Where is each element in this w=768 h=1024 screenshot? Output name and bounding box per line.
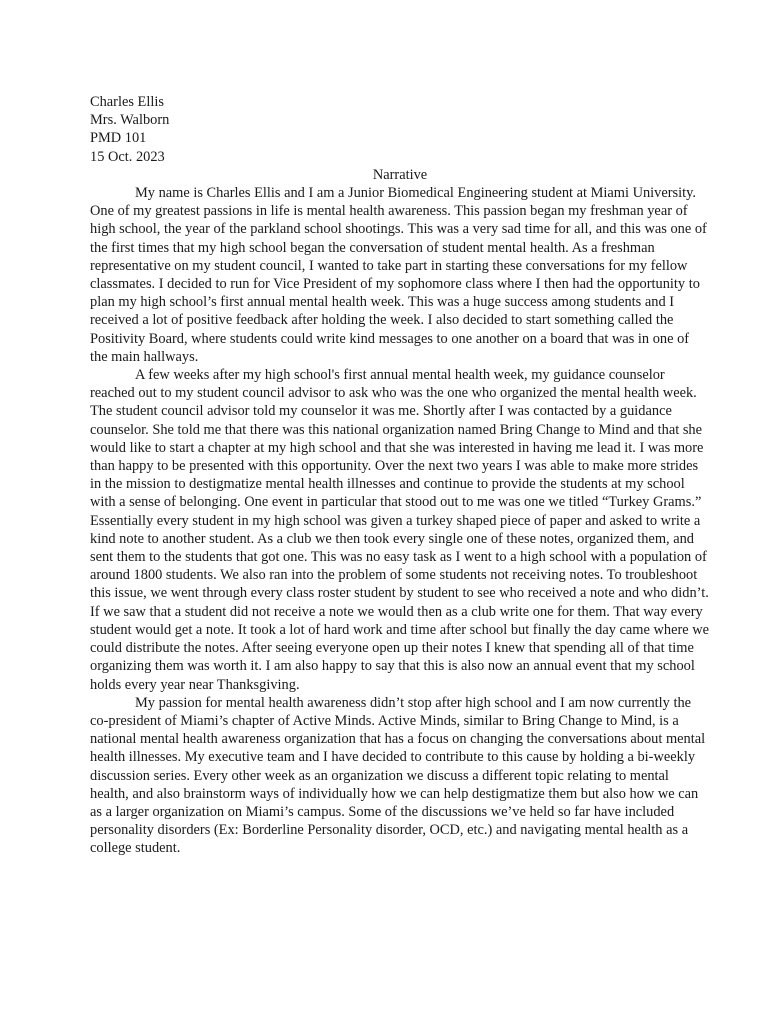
document-page bbox=[90, 93, 710, 858]
document-header bbox=[90, 93, 710, 166]
instructor-name: Mrs. Walborn bbox=[90, 112, 170, 129]
body-paragraph-1: My name is Charles Ellis and I am a Junior Biomedical Engineering student at Miami University. One of my greatest passions in life is mental health awareness. This passion began my freshman year of high school, the year of the parkland school shootings. This was a very sad time for all, and this was one of the first times that my high school began the conversation of student mental health. As a freshman representative on my student council, I wanted to take part in starting these conversations for my fellow classmates. I decided to run for Vice President of my sophomore class where I then had the opportunity to plan my high school’s first annual mental health week. This was a huge success among students and I received a lot of positive feedback after holding the week. I also decided to start something called the Positivity Board, where students could write kind messages to one another on a board that was in one of the main hallways. bbox=[90, 185, 707, 365]
author-name: Charles Ellis bbox=[90, 94, 164, 110]
course-code: PMD 101 bbox=[90, 130, 147, 147]
document-body bbox=[90, 184, 710, 858]
document-date: 15 Oct. 2023 bbox=[90, 148, 165, 165]
body-paragraph-2: A few weeks after my high school's first annual mental health week, my guidance counselor reached out to my student council advisor to ask who was the one who organized the mental health week. The student council advisor told my counselor it was me. Shortly after I was contacted by a guidance counselor. She told me that there was this national organization named Bring Change to Mind and that she would like to start a chapter at my high school and that she was interested in having me lead it. I was more than happy to be presented with this opportunity. Over the next two years I was able to make more strides in the mission to destigmatize mental health illnesses and continue to provide the students at my school with a sense of belonging. One event in particular that stood out to me was one we titled “Turkey Grams.” Essentially every student in my high school was given a turkey shaped piece of paper and asked to write a kind note to another student. As a club we then took every single one of these notes, organized them, and sent them to the students that got one. This was no easy task as I went to a high school with a population of around 1800 students. We also ran into the problem of some students not receiving notes. To troubleshoot this issue, we went through every class roster student by student to see who received a note and who didn’t. If we saw that a student did not receive a note we would then as a club write one for them. That way every student would get a note. It took a lot of hard work and time after school but finally the day came where we could distribute the notes. After seeing everyone open up their notes I knew that spending all of that time organizing them was worth it. I am also happy to say that this is also now an annual event that my school holds every year near Thanksgiving. bbox=[90, 367, 710, 693]
document-title: Narrative bbox=[372, 166, 428, 183]
body-paragraph-3: My passion for mental health awareness didn’t stop after high school and I am now currently the co-president of Miami’s chapter of Active Minds. Active Minds, similar to Bring Change to Mind, is a national mental health awareness organization that has a focus on changing the conversations about mental health illnesses. My executive team and I have decided to contribute to this cause by holding a bi-weekly discussion series. Every other week as an organization we discuss a different topic relating to mental health, and also brainstorm ways of individually how we can help destigmatize them but also how we can as a larger organization on Miami’s campus. Some of the discussions we’ve held so far have included personality disorders (Ex: Borderline Personality disorder, OCD, etc.) and navigating mental health as a college student. bbox=[90, 694, 706, 857]
